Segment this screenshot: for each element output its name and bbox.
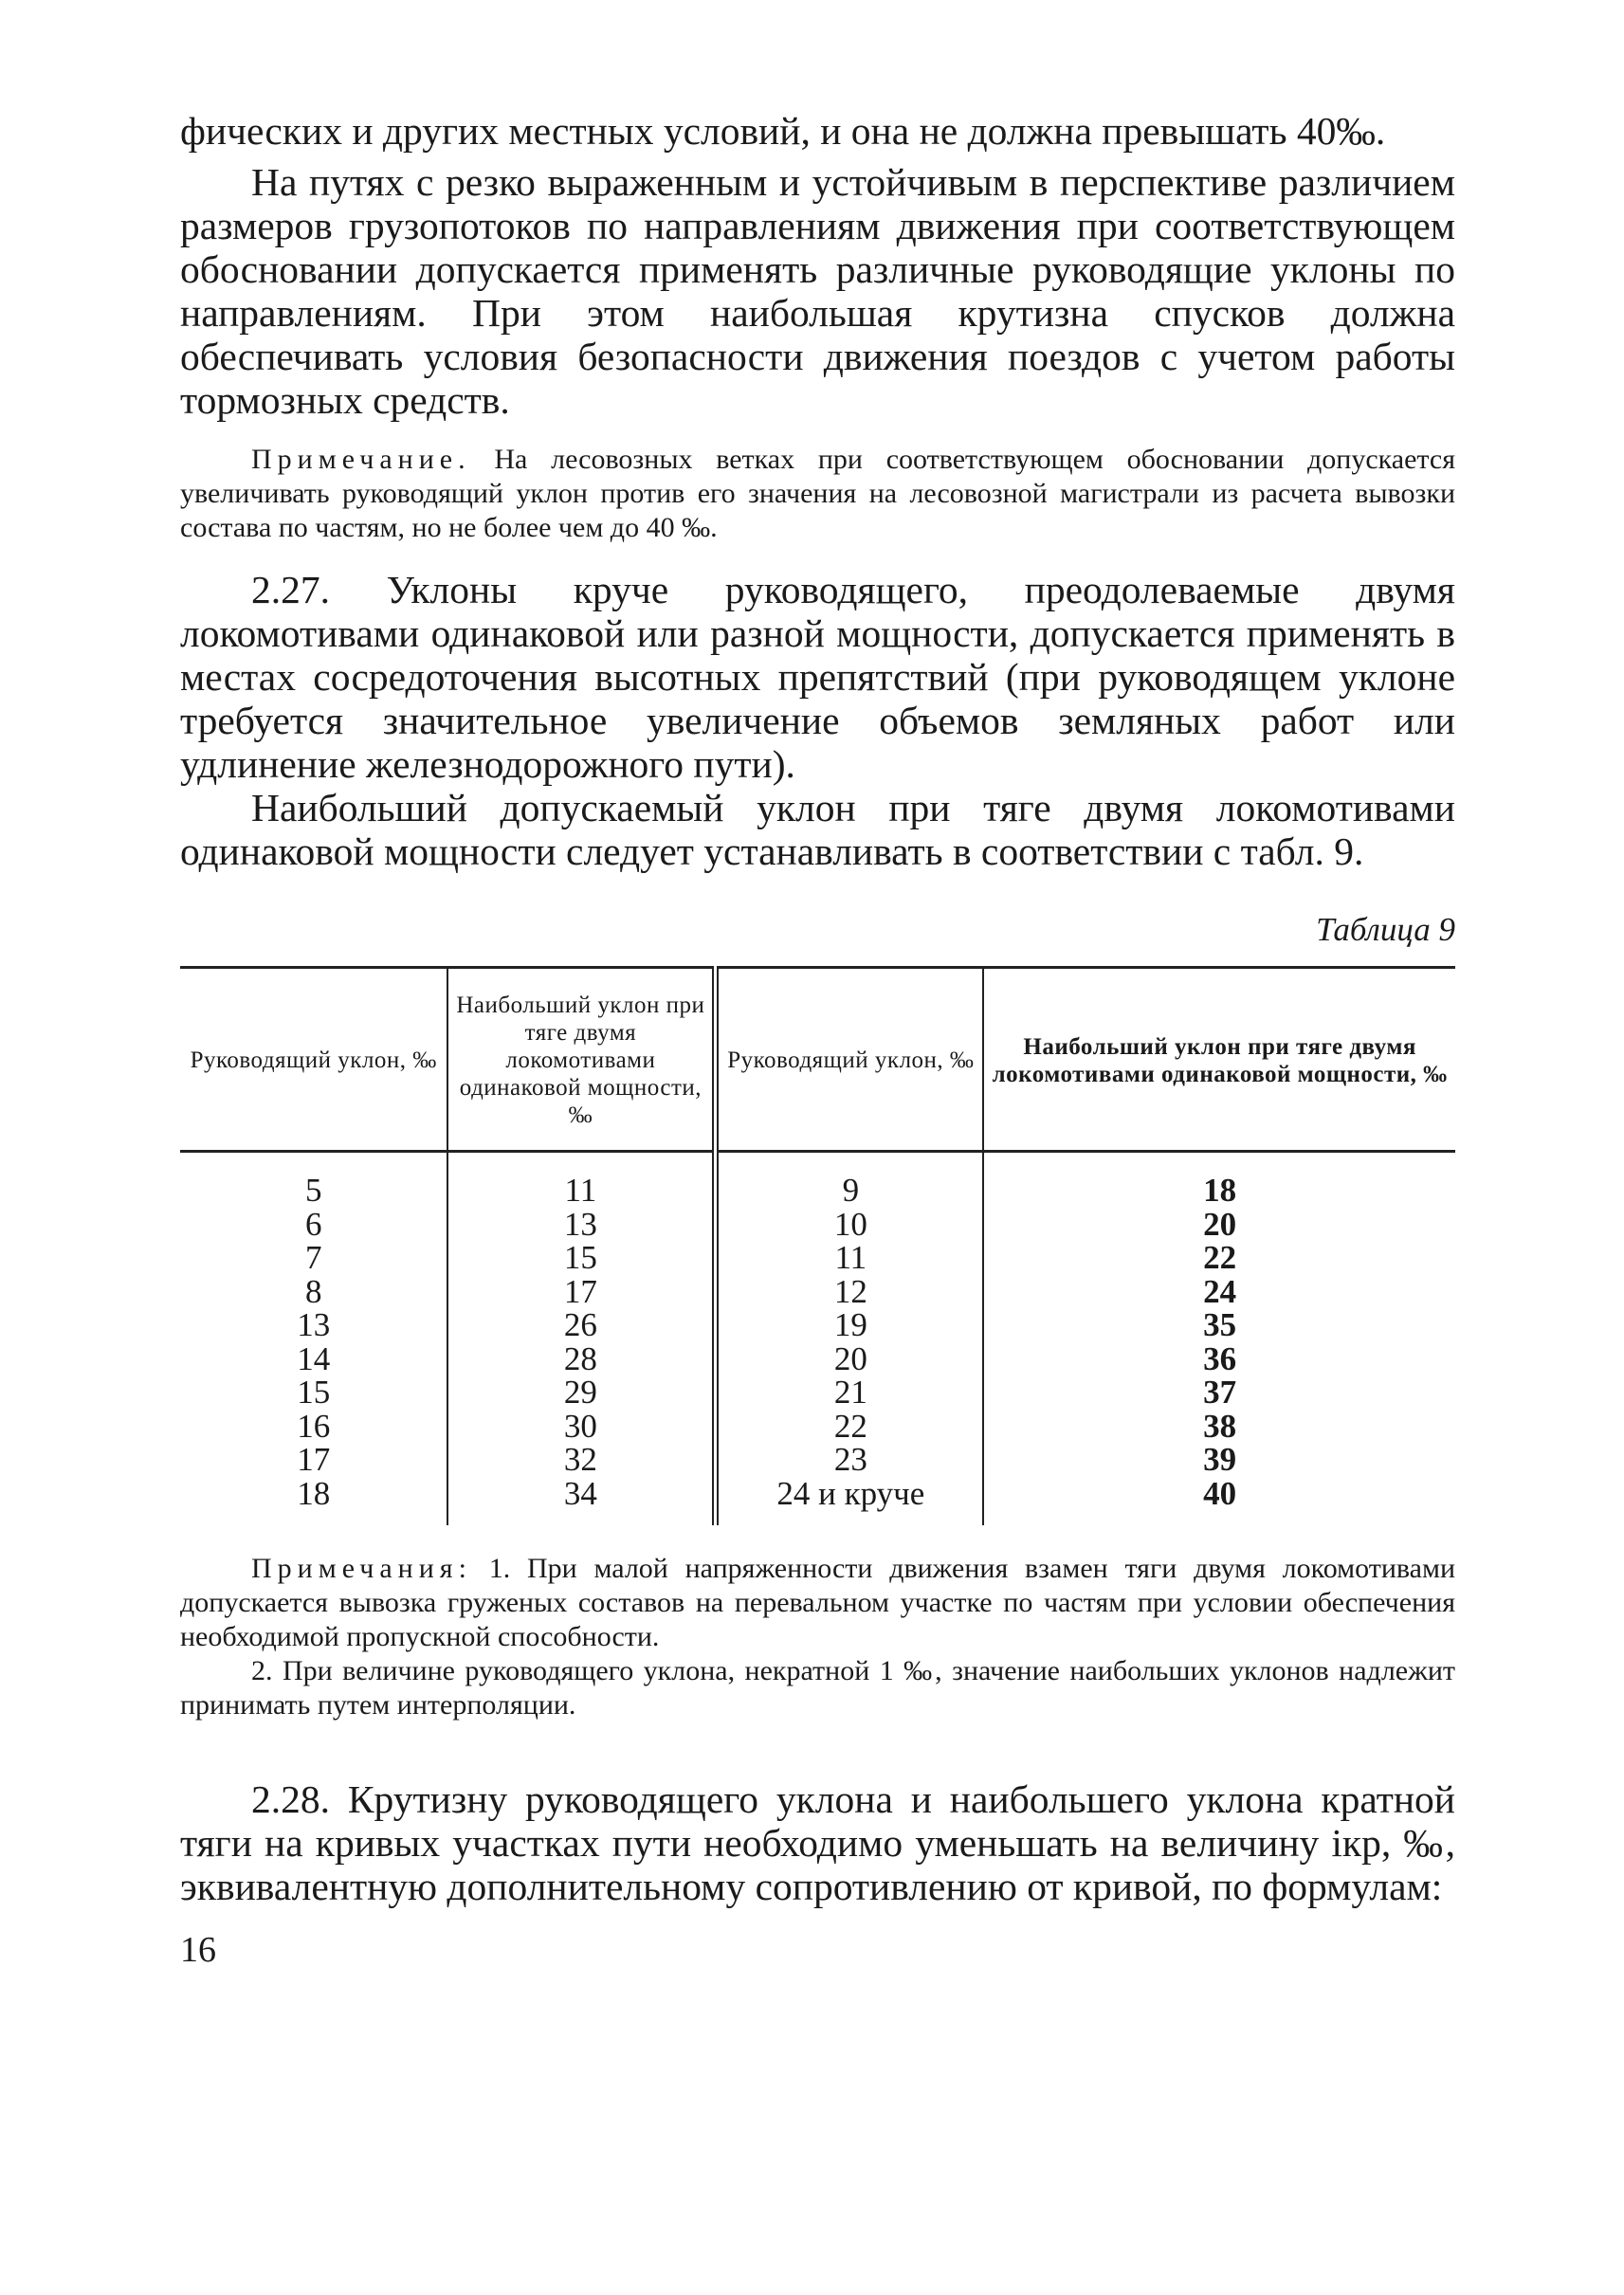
cell-max-1: 17: [447, 1275, 715, 1309]
cell-max-2: 36: [983, 1342, 1455, 1376]
table-row: [180, 1308, 1455, 1342]
cell-max-2: 39: [983, 1443, 1455, 1477]
cell-max-2: 35: [983, 1308, 1455, 1342]
table-header-row: [180, 968, 1455, 1152]
cell-max-1: 29: [447, 1375, 715, 1410]
paragraph-continuation: фических и других местных условий, и она не должна превышать 40‰.: [180, 109, 1386, 153]
cell-max-2: 20: [983, 1208, 1455, 1242]
paragraph-2-28: 2.28. Крутизну руководящего уклона и наибольшего уклона кратной тяги на кривых участках пути необходимо уменьшать на величину iкр, ‰, эквивалентную дополнительному сопротивлению от кривой, по формулам:: [180, 1777, 1455, 1908]
cell-ruling-2: 19: [716, 1308, 983, 1342]
document-page: [180, 109, 1455, 1969]
cell-max-1: 34: [447, 1477, 715, 1526]
table-9: [180, 966, 1455, 1525]
cell-ruling-2: 21: [716, 1375, 983, 1410]
header-max-gradient-2: Наибольший уклон при тяге двумя локомотивами одинаковой мощности, ‰: [983, 968, 1455, 1152]
cell-ruling-1: 17: [297, 1441, 331, 1478]
cell-ruling-1: 14: [297, 1339, 331, 1377]
cell-ruling-1: 18: [297, 1474, 331, 1512]
cell-max-2: 38: [983, 1410, 1455, 1444]
cell-max-1: 26: [447, 1308, 715, 1342]
cell-max-1: 32: [447, 1443, 715, 1477]
cell-max-1: 30: [447, 1410, 715, 1444]
cell-ruling-2: 12: [716, 1275, 983, 1309]
cell-max-2: 37: [983, 1375, 1455, 1410]
paragraph-directions: На путях с резко выраженным и устойчивым в перспективе различием размеров грузопотоков по направлениям движения при соответствующем обосновании допускается применять различные руководящие уклоны по направлениям. При этом наибольшая крутизна спусков должна обеспечивать условия безопасности движения поездов с учетом работы тормозных средств.: [180, 160, 1455, 422]
notes-table-9: [180, 1552, 1455, 1654]
cell-max-2: 24: [983, 1275, 1455, 1309]
paragraph-max-gradient: Наибольший допускаемый уклон при тяге двумя локомотивами одинаковой мощности следует устанавливать в соответствии с табл. 9.: [180, 786, 1455, 873]
note-item-2: 2. При величине руководящего уклона, некратной 1 ‰, значение наибольших уклонов надлежит принимать путем интерполяции.: [180, 1655, 1455, 1721]
cell-max-2: 40: [983, 1477, 1455, 1526]
cell-ruling-2: 22: [716, 1410, 983, 1444]
cell-max-2: 18: [983, 1152, 1455, 1208]
paragraph-2-27: 2.27. Уклоны круче руководящего, преодолеваемые двумя локомотивами одинаковой или разной мощности, допускается применять в местах сосредоточения высотных препятствий (при руководящем уклоне требуется значительное увеличение объемов земляных работ или удлинение железнодорожного пути).: [180, 568, 1455, 786]
table-row: [180, 1275, 1455, 1309]
table-row: [180, 1375, 1455, 1410]
table-caption: Таблица 9: [1316, 911, 1455, 948]
cell-ruling-2: 20: [716, 1342, 983, 1376]
cell-ruling-1: 5: [304, 1172, 322, 1209]
note-text: На лесовозных ветках при соответствующем обосновании допускается увеличивать руководящий уклон против его значения на лесовозной магистрали из расчета вывозки состава по частям, но не более чем до 40 ‰.: [180, 444, 1456, 543]
cell-ruling-1: 13: [297, 1306, 331, 1343]
table-row: [180, 1410, 1455, 1444]
table-row: [180, 1241, 1455, 1275]
page-number: 16: [180, 1930, 216, 1970]
cell-ruling-2: 23: [716, 1443, 983, 1477]
header-ruling-gradient-2: Руководящий уклон, ‰: [716, 968, 983, 1152]
note-item-1: 1. При малой напряженности движения взамен тяги двумя локомотивами допускается вывозка груженых составов на перевальном участке по частям при условии обеспечения необходимой пропускной способности.: [180, 1553, 1456, 1652]
cell-max-2: 22: [983, 1241, 1455, 1275]
cell-ruling-2: 9: [716, 1152, 983, 1208]
cell-ruling-1: 15: [297, 1374, 331, 1411]
cell-ruling-1: 7: [304, 1239, 322, 1276]
cell-max-1: 11: [447, 1152, 715, 1208]
cell-ruling-1: 6: [304, 1205, 322, 1243]
table-row: [180, 1443, 1455, 1477]
table-row: [180, 1342, 1455, 1376]
cell-ruling-2: 11: [716, 1241, 983, 1275]
notes-label: Примечания:: [251, 1553, 472, 1584]
cell-ruling-2: 24 и круче: [716, 1477, 983, 1526]
note-label: Примечание.: [251, 444, 471, 475]
cell-max-1: 15: [447, 1241, 715, 1275]
cell-max-1: 28: [447, 1342, 715, 1376]
note-timber-branches: [180, 443, 1455, 545]
table-row: [180, 1477, 1455, 1526]
table-row: [180, 1152, 1455, 1208]
cell-ruling-1: 16: [297, 1407, 331, 1445]
cell-ruling-2: 10: [716, 1208, 983, 1242]
header-ruling-gradient-1: Руководящий уклон, ‰: [180, 968, 447, 1152]
cell-ruling-1: 8: [304, 1272, 322, 1310]
header-max-gradient-1: Наибольший уклон при тяге двумя локомотивами одинаковой мощности, ‰: [447, 968, 715, 1152]
cell-max-1: 13: [447, 1208, 715, 1242]
table-row: [180, 1208, 1455, 1242]
